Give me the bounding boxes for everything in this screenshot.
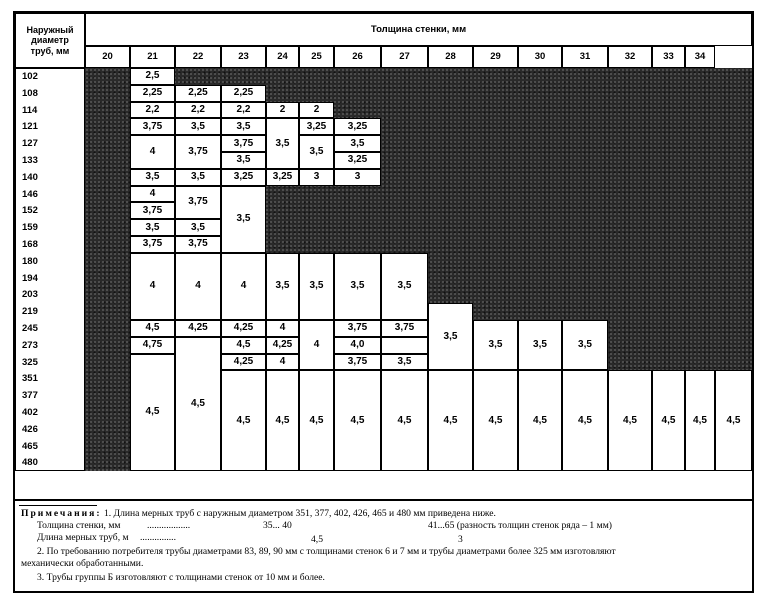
thickness-column-header: 32	[608, 46, 652, 68]
thickness-value-cell: 4,5	[221, 370, 266, 471]
note-1-text: 1. Длина мерных труб с наружным диаметром 351, 377, 402, 426, 465 и 480 мм приведена ниже.	[103, 508, 496, 519]
thickness-value-cell: 3,5	[130, 219, 175, 236]
diameter-row-label: 159	[22, 222, 38, 234]
thickness-value-cell: 4,0	[334, 337, 381, 354]
thickness-column-header: 21	[130, 46, 175, 68]
diameter-row-label: 152	[22, 205, 38, 217]
thickness-value-cell: 3,5	[175, 118, 221, 135]
diameter-row-label: 114	[22, 104, 38, 116]
thickness-value-cell: 4,5	[518, 370, 562, 471]
thickness-value-cell: 3,75	[130, 118, 175, 135]
diameter-row-label: 377	[22, 390, 38, 402]
thickness-value-cell: 4,5	[715, 370, 752, 471]
thickness-grid	[15, 13, 752, 499]
thickness-value-cell: 4	[266, 320, 299, 337]
thickness-value-cell: 4,5	[221, 337, 266, 354]
thickness-value-cell: 3,5	[175, 219, 221, 236]
thickness-value-cell: 2,25	[175, 85, 221, 102]
thickness-value-cell: 4,5	[130, 354, 175, 472]
thickness-value-cell: 3,5	[130, 169, 175, 186]
thickness-value-cell: 3,75	[334, 320, 381, 337]
diameter-row-label: 194	[22, 272, 38, 284]
diameter-row-label: 219	[22, 306, 38, 318]
thickness-value-cell: 4,5	[266, 370, 299, 471]
thickness-column-header: 24	[266, 46, 299, 68]
thickness-column-header: 30	[518, 46, 562, 68]
thickness-value-cell: 2	[266, 102, 299, 119]
thickness-value-cell: 3,25	[334, 118, 381, 135]
thickness-value-cell: 3,5	[266, 253, 299, 320]
diameter-row-label: 465	[22, 440, 38, 452]
thickness-value-cell: 2,2	[175, 102, 221, 119]
diameter-row-label: 146	[22, 188, 38, 200]
thickness-column-header: 33	[652, 46, 685, 68]
diameter-row-label: 325	[22, 356, 38, 368]
thickness-value-cell: 2,5	[130, 68, 175, 85]
thickness-value-cell: 3,5	[334, 253, 381, 320]
length-dots: ...............	[140, 532, 176, 543]
thickness-value-cell: 4,75	[130, 337, 175, 354]
thickness-value-cell: 3,5	[299, 135, 334, 169]
diameter-row-label: 480	[22, 457, 38, 469]
thickness-value-cell: 4,5	[130, 320, 175, 337]
thickness-value-cell: 4,25	[175, 320, 221, 337]
notes-label: Примечания:	[21, 508, 102, 519]
thickness-column-header: 28	[428, 46, 473, 68]
thickness-value-cell: 4	[299, 320, 334, 370]
thickness-value-cell: 3	[334, 169, 381, 186]
thickness-value-cell: 3,75	[175, 135, 221, 169]
diameter-row-label: 273	[22, 339, 38, 351]
thickness-value-cell: 3,5	[334, 135, 381, 152]
thickness-value-cell: 4,5	[608, 370, 652, 471]
thickness-value-cell: 2	[299, 102, 334, 119]
thickness-value-cell: 3,5	[518, 320, 562, 370]
diameter-row-label: 180	[22, 255, 38, 267]
thickness-value-cell: 3,75	[221, 135, 266, 152]
thickness-value-cell: 3,25	[266, 169, 299, 186]
note-2-line-2: механически обработанными.	[21, 558, 144, 569]
diameter-row-label: 168	[22, 239, 38, 250]
thickness-value-cell: 3,75	[130, 202, 175, 219]
thickness-value-cell: 3,25	[221, 169, 266, 186]
thickness-value-cell: 4	[130, 135, 175, 169]
wall-value-1: 35... 40	[263, 520, 292, 531]
thickness-value-cell: 4,5	[562, 370, 608, 471]
thickness-value-cell: 4	[130, 186, 175, 203]
row-header-line: труб, мм	[30, 45, 70, 56]
length-value-2: 3	[458, 534, 463, 545]
thickness-value-cell: 4,5	[473, 370, 518, 471]
thickness-column-header: 20	[85, 46, 130, 68]
thickness-value-cell: 4,5	[299, 370, 334, 471]
thickness-value-cell: 3,75	[381, 320, 428, 337]
thickness-value-cell: 3,5	[381, 253, 428, 320]
wall-label: Толщина стенки, мм	[37, 520, 121, 531]
thickness-value-cell: 4,25	[221, 354, 266, 371]
row-header-cell	[15, 13, 85, 68]
thickness-value-cell: 4,5	[175, 337, 221, 471]
thickness-column-header: 27	[381, 46, 428, 68]
thickness-value-cell: 4,5	[381, 370, 428, 471]
note-3: 3. Трубы группы Б изготовляют с толщинами стенок от 10 мм и более.	[37, 572, 325, 583]
thickness-column-header: 25	[299, 46, 334, 68]
thickness-value-cell: 2,2	[221, 102, 266, 119]
thickness-column-header: 31	[562, 46, 608, 68]
thickness-value-cell: 4,5	[685, 370, 715, 471]
note-2-line-1: 2. По требованию потребителя трубы диаметрами 83, 89, 90 мм с толщинами стенок 6 и 7 мм и трубы диаметрами более 325 мм изготовляют	[37, 546, 616, 557]
thickness-value-cell: 3,5	[266, 118, 299, 168]
diameter-row-label: 127	[22, 138, 38, 150]
diameter-row-label: 140	[22, 171, 38, 183]
thickness-value-cell: 4,5	[428, 370, 473, 471]
row-header-line: Наружный	[26, 24, 74, 35]
thickness-value-cell: 4	[130, 253, 175, 320]
thickness-value-cell: 2,25	[130, 85, 175, 102]
thickness-value-cell: 3,75	[175, 236, 221, 253]
wall-value-2: 41...65 (разность толщин стенок ряда – 1 мм)	[428, 520, 612, 531]
notes-separator	[19, 505, 97, 506]
thickness-column-header: 23	[221, 46, 266, 68]
thickness-value-cell: 4,25	[266, 337, 299, 354]
pipe-wall-thickness-table-document	[13, 11, 754, 593]
thickness-value-cell: 3,75	[175, 186, 221, 220]
thickness-value-cell: 3,5	[562, 320, 608, 370]
diameter-row-label: 102	[22, 71, 38, 82]
row-header-line: диаметр	[31, 35, 69, 46]
thickness-value-cell: 3,25	[299, 118, 334, 135]
thickness-column-header: 26	[334, 46, 381, 68]
thickness-column-header: 22	[175, 46, 221, 68]
thickness-value-cell: 4,25	[221, 320, 266, 337]
thickness-column-header: 34	[685, 46, 715, 68]
thickness-value-cell: 3,75	[130, 236, 175, 253]
diameter-row-label: 402	[22, 407, 38, 418]
thickness-value-cell: 3,75	[334, 354, 381, 371]
thickness-value-cell: 4	[266, 354, 299, 371]
thickness-value-cell: 3,5	[221, 186, 266, 253]
thickness-value-cell	[381, 337, 428, 354]
thickness-value-cell: 3,5	[221, 152, 266, 169]
thickness-value-cell: 4	[175, 253, 221, 320]
thickness-column-header: 29	[473, 46, 518, 68]
notes-section	[15, 499, 752, 591]
length-value-1: 4,5	[311, 534, 323, 545]
diameter-row-label: 426	[22, 423, 38, 435]
diameter-row-label: 121	[22, 121, 38, 133]
thickness-group-title: Толщина стенки, мм	[85, 13, 752, 46]
length-label: Длина мерных труб, м	[37, 532, 129, 543]
thickness-value-cell: 3,5	[473, 320, 518, 370]
thickness-value-cell: 4,5	[334, 370, 381, 471]
thickness-value-cell: 3,5	[221, 118, 266, 135]
thickness-value-cell: 3	[299, 169, 334, 186]
diameter-row-label: 108	[22, 87, 38, 99]
thickness-value-cell: 3,5	[175, 169, 221, 186]
thickness-value-cell: 3,5	[428, 303, 473, 370]
diameter-row-label: 203	[22, 289, 38, 301]
diameter-row-label: 133	[22, 155, 38, 166]
thickness-value-cell: 2,25	[221, 85, 266, 102]
note-1	[21, 509, 496, 519]
thickness-value-cell: 3,5	[381, 354, 428, 371]
thickness-value-cell: 4	[221, 253, 266, 320]
thickness-value-cell: 3,5	[299, 253, 334, 320]
wall-dots: ..................	[147, 520, 191, 531]
diameter-row-label: 245	[22, 323, 38, 334]
diameter-row-label: 351	[22, 373, 38, 385]
thickness-value-cell: 4,5	[652, 370, 685, 471]
thickness-value-cell: 2,2	[130, 102, 175, 119]
thickness-value-cell: 3,25	[334, 152, 381, 169]
